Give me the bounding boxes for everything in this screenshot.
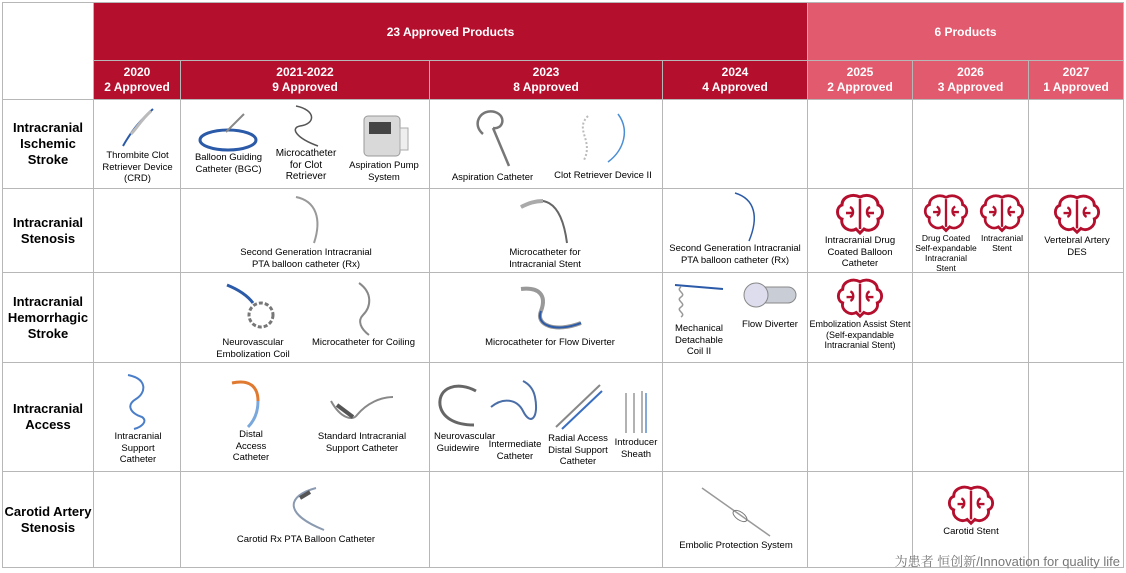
distal-access-catheter-icon	[226, 377, 276, 429]
product-flow-diverter: Flow Diverter	[735, 279, 805, 331]
product-dc-stent: Drug Coated Self-expandable Intracranial Stent	[914, 193, 978, 273]
year-header-2024: 2024 4 Approved	[663, 61, 808, 100]
corner-cell	[3, 3, 94, 100]
product-mdc: Mechanical Detachable Coil II	[665, 279, 733, 358]
cell-stenosis-2021-2022	[181, 189, 430, 273]
future-products-header: 6 Products	[808, 3, 1124, 61]
cell-ischemic-2020	[94, 100, 181, 189]
product-pipeline-table	[2, 2, 1124, 568]
cell-stenosis-2024	[663, 189, 808, 273]
cell-hemorrhagic-2021-2022	[181, 273, 430, 363]
cell-access-2024	[663, 363, 808, 472]
embolization-coil-icon	[223, 281, 283, 337]
product-introducer-sheath: Introducer Sheath	[612, 389, 660, 460]
brain-icon	[978, 193, 1026, 233]
brain-icon	[834, 193, 886, 235]
cell-hemorrhagic-2027	[1029, 273, 1124, 363]
product-isc: Intracranial Support Catheter	[102, 373, 174, 466]
product-guidewire: Neurovascular Guidewire	[432, 381, 484, 454]
brain-icon	[922, 193, 970, 233]
product-eps: Embolic Protection System	[669, 484, 803, 552]
cell-hemorrhagic-2025	[808, 273, 913, 363]
product-aspiration-catheter: Aspiration Catheter	[445, 104, 540, 184]
product-bgc: Balloon Guiding Catheter (BGC)	[191, 112, 266, 175]
product-dac: Distal Access Catheter	[211, 377, 291, 464]
standard-support-catheter-icon	[327, 391, 397, 431]
product-micro-fd: Microcatheter for Flow Diverter	[470, 283, 630, 349]
guidewire-icon	[434, 381, 482, 431]
cell-stenosis-2020	[94, 189, 181, 273]
pta-balloon-2024-icon	[705, 191, 765, 243]
footer-slogan: 为患者 恒创新/Innovation for quality life	[894, 554, 1120, 569]
brain-icon	[946, 484, 996, 526]
cell-access-2020	[94, 363, 181, 472]
year-header-2025: 2025 2 Approved	[808, 61, 913, 100]
approved-products-header: 23 Approved Products	[94, 3, 808, 61]
product-pump: Aspiration Pump System	[343, 108, 425, 183]
product-vertebral-des: Vertebral Artery DES	[1037, 193, 1117, 258]
flow-diverter-icon	[740, 279, 800, 319]
cell-ischemic-2024	[663, 100, 808, 189]
year-header-2026: 2026 3 Approved	[913, 61, 1029, 100]
product-eas: Embolization Assist Stent (Self-expandable Intracranial Stent)	[808, 277, 912, 351]
product-clot-retriever-2: Clot Retriever Device II	[548, 110, 658, 182]
microcatheter-fd-icon	[515, 283, 585, 337]
microcatheter-icon	[286, 104, 326, 148]
year-header-2020: 2020 2 Approved	[94, 61, 181, 100]
cell-hemorrhagic-2026	[913, 273, 1029, 363]
product-pta-2024: Second Generation Intracranial PTA balloon catheter (Rx)	[665, 191, 805, 266]
product-micro-stent: Microcatheter for Intracranial Stent	[480, 195, 610, 270]
product-intermediate-catheter: Intermediate Catheter	[486, 377, 544, 462]
cell-stenosis-2023	[430, 189, 663, 273]
intermediate-catheter-icon	[487, 377, 543, 439]
cell-ischemic-2025	[808, 100, 913, 189]
brain-icon	[835, 277, 885, 319]
pta-balloon-icon	[276, 195, 336, 247]
cell-hemorrhagic-2020	[94, 273, 181, 363]
clot-retriever-icon	[113, 106, 163, 150]
row-label-ischemic-stroke: Intracranial Ischemic Stroke	[3, 100, 94, 189]
row-label-hemorrhagic-stroke: Intracranial Hemorrhagic Stroke	[3, 273, 94, 363]
cell-carotid-2021-2022	[181, 472, 430, 568]
product-dcb: Intracranial Drug Coated Balloon Catheter	[818, 193, 902, 270]
row-label-carotid: Carotid Artery Stenosis	[3, 472, 94, 568]
cell-hemorrhagic-2024	[663, 273, 808, 363]
cell-ischemic-2027	[1029, 100, 1124, 189]
detachable-coil-icon	[671, 279, 727, 323]
cell-stenosis-2027	[1029, 189, 1124, 273]
cell-carotid-2020	[94, 472, 181, 568]
year-header-2021-2022: 2021-2022 9 Approved	[181, 61, 430, 100]
product-coil: Neurovascular Embolization Coil	[203, 281, 303, 360]
cell-access-2027	[1029, 363, 1124, 472]
cell-access-2023	[430, 363, 663, 472]
year-header-2027: 2027 1 Approved	[1029, 61, 1124, 100]
support-catheter-icon	[118, 373, 158, 431]
cell-access-2026	[913, 363, 1029, 472]
introducer-sheath-icon	[618, 389, 654, 437]
microcatheter-coiling-icon	[339, 281, 389, 337]
product-crd: Thrombite Clot Retriever Device (CRD)	[96, 106, 179, 185]
row-label-access: Intracranial Access	[3, 363, 94, 472]
aspiration-pump-icon	[356, 108, 412, 160]
product-pta-2122: Second Generation Intracranial PTA balloon catheter (Rx)	[211, 195, 401, 270]
microcatheter-stent-icon	[515, 195, 575, 247]
radial-access-catheter-icon	[550, 381, 606, 433]
product-sisc: Standard Intracranial Support Catheter	[303, 391, 421, 454]
balloon-guiding-catheter-icon	[196, 112, 262, 152]
cell-carotid-2023	[430, 472, 663, 568]
carotid-pta-icon	[276, 484, 336, 534]
row-label-stenosis: Intracranial Stenosis	[3, 189, 94, 273]
cell-ischemic-2023	[430, 100, 663, 189]
product-intracranial-stent: Intracranial Stent	[977, 193, 1027, 253]
cell-carotid-2024	[663, 472, 808, 568]
product-micro-coil: Microcatheter for Coiling	[301, 281, 426, 349]
cell-access-2025	[808, 363, 913, 472]
cell-hemorrhagic-2023	[430, 273, 663, 363]
cell-ischemic-2026	[913, 100, 1029, 189]
product-micro-clot: Microcatheter for Clot Retriever	[271, 104, 341, 183]
product-carotid-pta: Carotid Rx PTA Balloon Catheter	[221, 484, 391, 546]
product-carotid-stent: Carotid Stent	[917, 484, 1025, 538]
clot-retriever-2-icon	[568, 110, 638, 170]
product-radsc: Radial Access Distal Support Catheter	[544, 381, 612, 468]
embolic-protection-icon	[696, 484, 776, 540]
cell-access-2021-2022	[181, 363, 430, 472]
cell-ischemic-2021-2022	[181, 100, 430, 189]
cell-stenosis-2026	[913, 189, 1029, 273]
year-header-2023: 2023 8 Approved	[430, 61, 663, 100]
brain-icon	[1052, 193, 1102, 235]
cell-stenosis-2025	[808, 189, 913, 273]
aspiration-catheter-icon	[463, 104, 523, 172]
